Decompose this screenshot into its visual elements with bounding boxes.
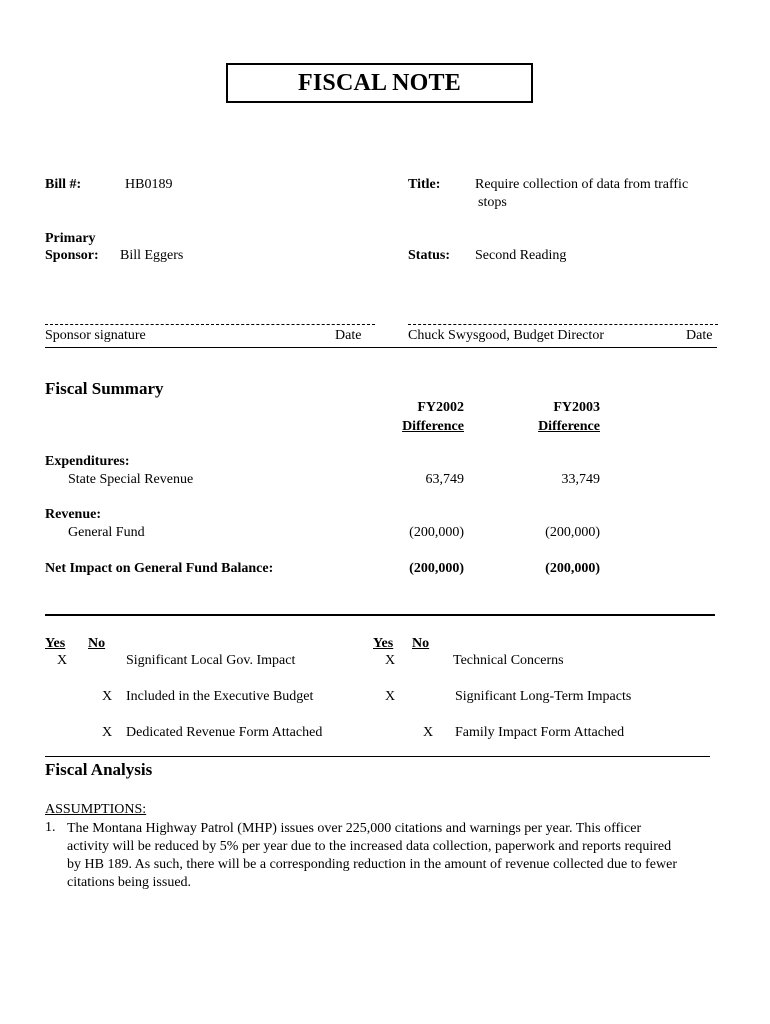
director-signature-label: Chuck Swysgood, Budget Director	[408, 328, 604, 343]
check-mark-yes: X	[385, 689, 396, 704]
revenue-fy2003: (200,000)	[545, 525, 600, 540]
column-label-fy2003: Difference	[538, 419, 600, 434]
column-year-fy2003: FY2003	[553, 400, 600, 415]
checklist-item: Included in the Executive Budget	[126, 689, 314, 704]
status-value: Second Reading	[475, 248, 567, 263]
sponsor-name: Bill Eggers	[120, 248, 184, 263]
sponsor-signature-line	[45, 324, 375, 325]
assumption-number: 1.	[45, 820, 56, 835]
revenue-label: Revenue:	[45, 507, 101, 522]
check-mark-no: X	[102, 689, 113, 704]
status-label: Status:	[408, 248, 451, 263]
summary-divider	[45, 614, 715, 616]
check-mark-yes: X	[57, 653, 68, 668]
assumptions-label: ASSUMPTIONS:	[45, 802, 147, 817]
checklist-left-no-header: No	[88, 636, 106, 651]
column-year-fy2002: FY2002	[417, 400, 464, 415]
expenditure-fy2003: 33,749	[561, 472, 600, 487]
director-date-label: Date	[686, 328, 713, 343]
check-mark-yes: X	[385, 653, 396, 668]
bill-title-line2: stops	[478, 195, 507, 210]
fiscal-summary-heading: Fiscal Summary	[45, 379, 164, 398]
checklist-left-yes-header: Yes	[45, 636, 66, 651]
revenue-fy2002: (200,000)	[409, 525, 464, 540]
director-signature-line	[408, 324, 718, 325]
bill-title-line1: Require collection of data from traffic	[475, 177, 689, 192]
net-impact-fy2002: (200,000)	[409, 561, 464, 576]
checklist-item: Technical Concerns	[453, 653, 564, 668]
checklist-item: Significant Long-Term Impacts	[455, 689, 632, 704]
expenditure-row-label: State Special Revenue	[68, 472, 194, 487]
expenditures-label: Expenditures:	[45, 454, 130, 469]
sponsor-label-line1: Primary	[45, 231, 96, 246]
sponsor-signature-label: Sponsor signature	[45, 328, 146, 343]
signature-divider	[45, 347, 717, 348]
checklist-item: Dedicated Revenue Form Attached	[126, 725, 323, 740]
expenditure-fy2002: 63,749	[425, 472, 464, 487]
check-mark-no: X	[423, 725, 434, 740]
assumption-text: The Montana Highway Patrol (MHP) issues over 225,000 citations and warnings per year. This officer activity will be reduced by 5% per year due to the increased data collection, paperwork and reports required by HB 189. As such, there will be a corresponding reduction in the amount of revenue collected due to fewer citations being issued.	[67, 821, 677, 890]
fiscal-analysis-heading: Fiscal Analysis	[45, 760, 153, 779]
check-mark-no: X	[102, 725, 113, 740]
bill-number: HB0189	[125, 177, 173, 192]
sponsor-date-label: Date	[335, 328, 362, 343]
checklist-item: Significant Local Gov. Impact	[126, 653, 296, 668]
net-impact-label: Net Impact on General Fund Balance:	[45, 561, 274, 576]
sponsor-label-line2: Sponsor:	[45, 248, 99, 263]
checklist-item: Family Impact Form Attached	[455, 725, 625, 740]
checklist-right-yes-header: Yes	[373, 636, 394, 651]
column-label-fy2002: Difference	[402, 419, 464, 434]
revenue-row-label: General Fund	[68, 525, 145, 540]
bill-title-label: Title:	[408, 177, 441, 192]
net-impact-fy2003: (200,000)	[545, 561, 600, 576]
bill-number-label: Bill #:	[45, 177, 82, 192]
checklist-divider	[45, 756, 710, 757]
page-title: FISCAL NOTE	[226, 63, 533, 103]
checklist-right-no-header: No	[412, 636, 430, 651]
